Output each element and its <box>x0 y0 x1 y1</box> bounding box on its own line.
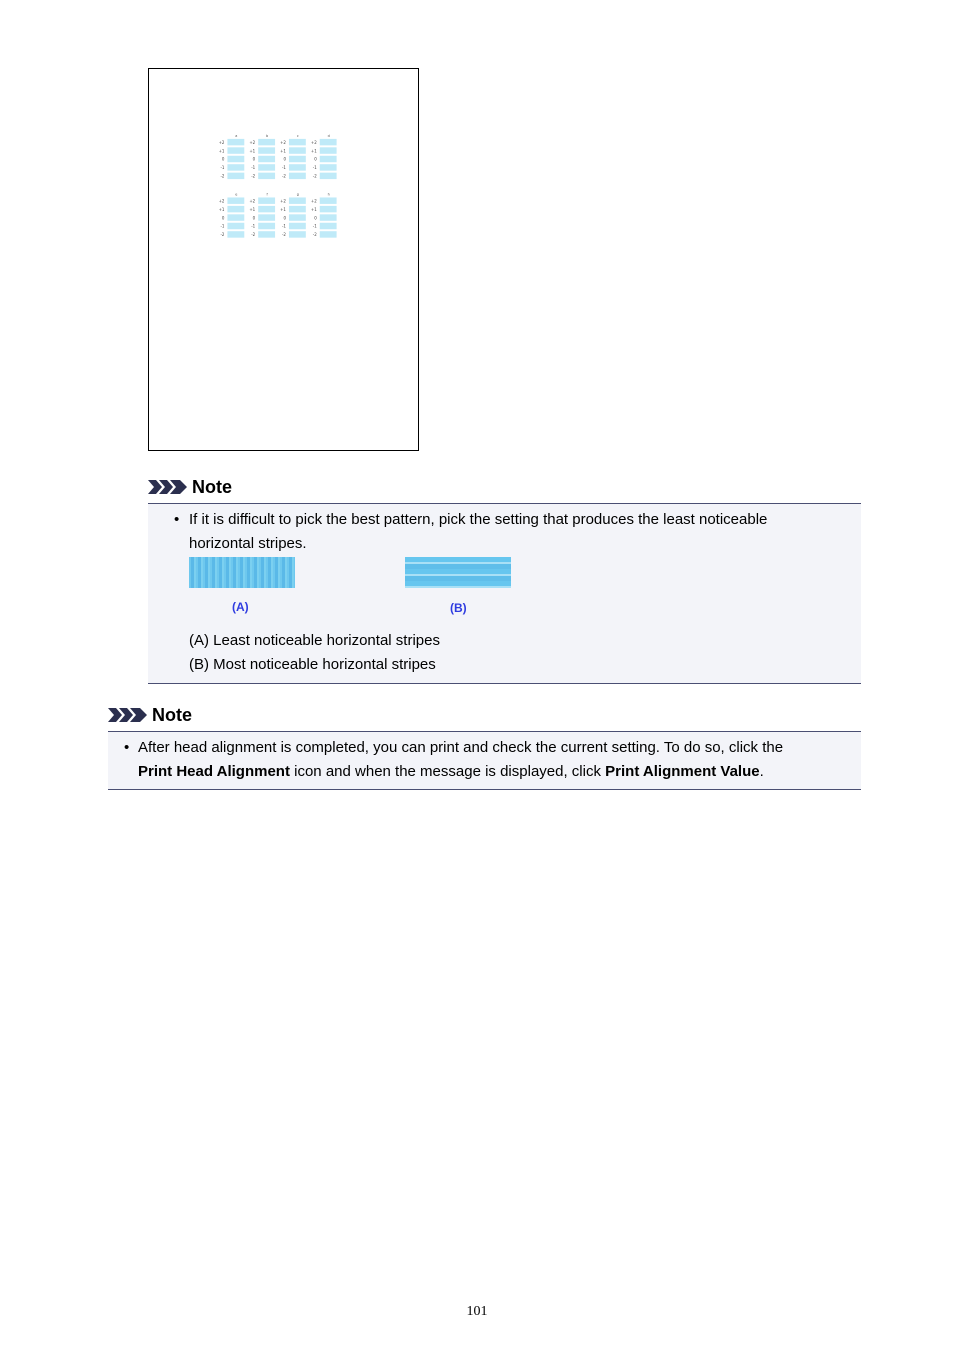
pattern-patch <box>320 197 337 203</box>
pattern-patch <box>320 223 337 229</box>
pattern-row-value: -2 <box>220 173 225 179</box>
pattern-column-letter: b <box>266 133 269 138</box>
pattern-row-value: -2 <box>312 173 317 179</box>
pattern-row-value: 0 <box>314 156 317 162</box>
pattern-column-letter: c <box>296 133 299 138</box>
pattern-row-value: -2 <box>220 232 225 238</box>
note-box-1 <box>148 503 861 684</box>
note2-text-end: . <box>759 763 764 780</box>
pattern-patch <box>227 164 244 170</box>
pattern-patch <box>289 147 306 153</box>
bullet-marker: • <box>174 511 180 528</box>
pattern-row-value: +2 <box>218 139 225 145</box>
pattern-row-value: +2 <box>310 198 317 204</box>
pattern-row-value: 0 <box>283 215 286 221</box>
note-chevrons-icon <box>148 478 188 496</box>
pattern-row-value: 0 <box>252 156 256 162</box>
note1-desc-a: (A) Least noticeable horizontal stripes <box>189 632 440 649</box>
pattern-row-value: 0 <box>221 156 225 162</box>
pattern-row-value: +1 <box>310 148 317 154</box>
pattern-row-value: -1 <box>220 165 225 171</box>
pattern-column-letter: f <box>266 192 268 197</box>
pattern-row-value: +1 <box>280 148 286 154</box>
pattern-patch <box>289 139 306 145</box>
pattern-column-letter: h <box>327 192 330 197</box>
note-title-2: Note <box>152 704 192 725</box>
pattern-patch <box>289 223 306 229</box>
pattern-row-value: +1 <box>280 206 286 212</box>
note-header-1 <box>148 475 232 499</box>
pattern-row-value: +2 <box>249 139 256 145</box>
pattern-row-value: -1 <box>220 223 225 229</box>
pattern-patch <box>289 164 306 170</box>
pattern-row-value: +2 <box>218 198 225 204</box>
pattern-patch <box>227 139 244 145</box>
pattern-patch <box>320 214 337 220</box>
pattern-row-value: -1 <box>312 223 317 229</box>
pattern-patch <box>289 214 306 220</box>
pattern-row-value: +2 <box>249 198 256 204</box>
pattern-row-value: +2 <box>280 198 286 204</box>
note2-text-line2 <box>138 760 764 784</box>
pattern-row-value: 0 <box>314 215 317 221</box>
pattern-patch <box>227 231 244 237</box>
pattern-patch <box>320 139 337 145</box>
pattern-patch <box>258 223 275 229</box>
pattern-column-letter: g <box>296 192 299 197</box>
pattern-row-value: -2 <box>282 232 286 238</box>
note1-text-line1: If it is difficult to pick the best pattern, pick the setting that produces the least noticeable <box>189 511 768 528</box>
pattern-patch <box>320 164 337 170</box>
pattern-patch <box>289 156 306 162</box>
pattern-patch <box>258 206 275 212</box>
pattern-row-value: +1 <box>218 148 225 154</box>
pattern-row-value: +1 <box>249 206 256 212</box>
stripe-sample-a <box>189 557 295 588</box>
pattern-patch <box>227 214 244 220</box>
pattern-patch <box>258 156 275 162</box>
note-header-2 <box>108 703 192 727</box>
print-head-alignment-term: Print Head Alignment <box>138 763 290 780</box>
pattern-patch <box>227 197 244 203</box>
pattern-row-value: -1 <box>282 223 286 229</box>
bullet-marker: • <box>124 739 130 756</box>
pattern-patch <box>320 156 337 162</box>
pattern-patch <box>258 197 275 203</box>
stripe-sample-b <box>405 557 511 588</box>
pattern-column-letter: a <box>235 133 238 138</box>
pattern-row-value: -2 <box>251 232 256 238</box>
pattern-patch <box>258 173 275 179</box>
pattern-row-value: -1 <box>312 165 317 171</box>
stripe-label-a: (A) <box>232 600 249 614</box>
alignment-sheet-illustration <box>148 68 419 451</box>
alignment-pattern-grid <box>149 69 418 450</box>
pattern-patch <box>227 147 244 153</box>
pattern-patch <box>227 206 244 212</box>
note2-text-mid: icon and when the message is displayed, click <box>289 763 606 780</box>
pattern-row-value: -2 <box>312 232 317 238</box>
pattern-patch <box>289 231 306 237</box>
pattern-patch <box>258 164 275 170</box>
pattern-row-value: -1 <box>282 165 286 171</box>
pattern-patch <box>258 139 275 145</box>
pattern-row-value: 0 <box>252 215 256 221</box>
note2-text-line1: After head alignment is completed, you can print and check the current setting. To do so, click the <box>138 739 784 756</box>
pattern-row-value: +1 <box>218 206 225 212</box>
pattern-row-value: -1 <box>251 223 256 229</box>
note1-text-line2: horizontal stripes. <box>189 535 307 552</box>
pattern-patch <box>258 147 275 153</box>
pattern-patch <box>320 173 337 179</box>
stripe-label-b: (B) <box>450 601 467 615</box>
pattern-row-value: 0 <box>221 215 225 221</box>
note-title-1: Note <box>192 476 232 497</box>
pattern-patch <box>227 223 244 229</box>
pattern-patch <box>320 147 337 153</box>
print-alignment-value-term: Print Alignment Value <box>605 763 760 780</box>
pattern-patch <box>289 173 306 179</box>
pattern-patch <box>258 231 275 237</box>
pattern-row-value: +1 <box>310 206 317 212</box>
pattern-patch <box>320 231 337 237</box>
pattern-row-value: +1 <box>249 148 256 154</box>
pattern-patch <box>289 206 306 212</box>
pattern-row-value: -1 <box>251 165 256 171</box>
pattern-row-value: 0 <box>283 156 286 162</box>
pattern-patch <box>320 206 337 212</box>
pattern-column-letter: d <box>327 133 330 138</box>
pattern-patch <box>227 173 244 179</box>
pattern-row-value: +2 <box>280 139 286 145</box>
pattern-patch <box>289 197 306 203</box>
page-number: 101 <box>466 1304 488 1319</box>
pattern-row-value: +2 <box>310 139 317 145</box>
note1-desc-b: (B) Most noticeable horizontal stripes <box>189 656 436 673</box>
note-box-2 <box>108 731 861 790</box>
note-chevrons-icon <box>108 706 148 724</box>
pattern-column-letter: e <box>235 192 238 197</box>
pattern-patch <box>258 214 275 220</box>
pattern-patch <box>227 156 244 162</box>
pattern-row-value: -2 <box>251 173 256 179</box>
pattern-row-value: -2 <box>282 173 286 179</box>
